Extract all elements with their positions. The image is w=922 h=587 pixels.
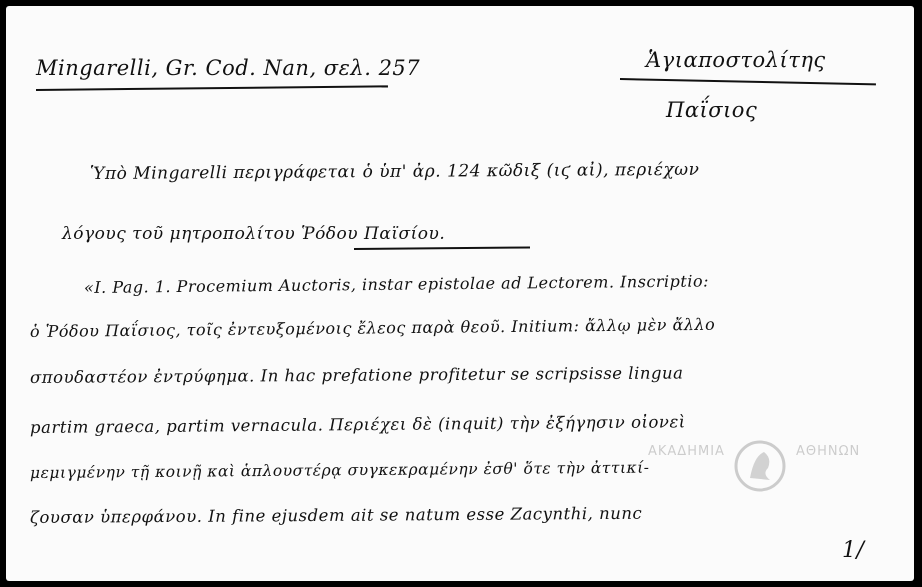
body-line-8: ζουσαν ὑπερφάνου. In fine ejusdem ait se natum esse Zacynthi, nunc [29,503,643,527]
rhodes-paisios-underline [354,246,530,250]
page-mark: 1/ [842,538,865,563]
body-line-4: ὁ Ῥόδου Παΐσιος, τοῖς ἐντευξομένοις ἔλεος παρὰ θεοῦ. Initium: ἄλλῳ μὲν ἄλλο [29,314,716,341]
body-line-1: Ὑπὸ Mingarelli περιγράφεται ὁ ὑπ' ἀρ. 124 κῶδιξ (ιϛ αἰ), περιέχων [89,159,700,184]
subject-heading: Ἁγιαποστολίτης [646,48,826,72]
body-line-7: μεμιγμένην τῇ κοινῇ καὶ ἁπλουστέρᾳ συγκεκραμένην ἐσθ' ὅτε τὴν ἀττικί- [29,458,650,482]
reference-heading: Mingarelli, Gr. Cod. Nan, σελ. 257 [36,56,421,80]
body-line-3: «I. Pag. 1. Procemium Auctoris, instar epistolae ad Lectorem. Inscriptio: [83,271,710,297]
body-line-5: σπουδαστέον ἐντρύφημα. In hac prefatione profitetur se scripsisse lingua [29,363,684,387]
subject-name: Παΐσιος [666,98,758,122]
reference-underline [36,85,388,91]
subject-underline [620,78,876,85]
academy-watermark [644,438,884,494]
body-line-6: partim graeca, partim vernacula. Περιέχει δὲ (inquit) τὴν ἐξήγησιν οἰονεὶ [29,412,686,437]
index-card [6,6,914,581]
watermark-line-1: ΑΚΑΔΗΜΙΑ [648,444,725,459]
academy-seal-icon [732,438,788,494]
body-line-2: λόγους τοῦ μητροπολίτου Ῥόδου Παϊσίου. [62,224,446,244]
watermark-line-2: ΑΘΗΝΩΝ [796,444,861,459]
